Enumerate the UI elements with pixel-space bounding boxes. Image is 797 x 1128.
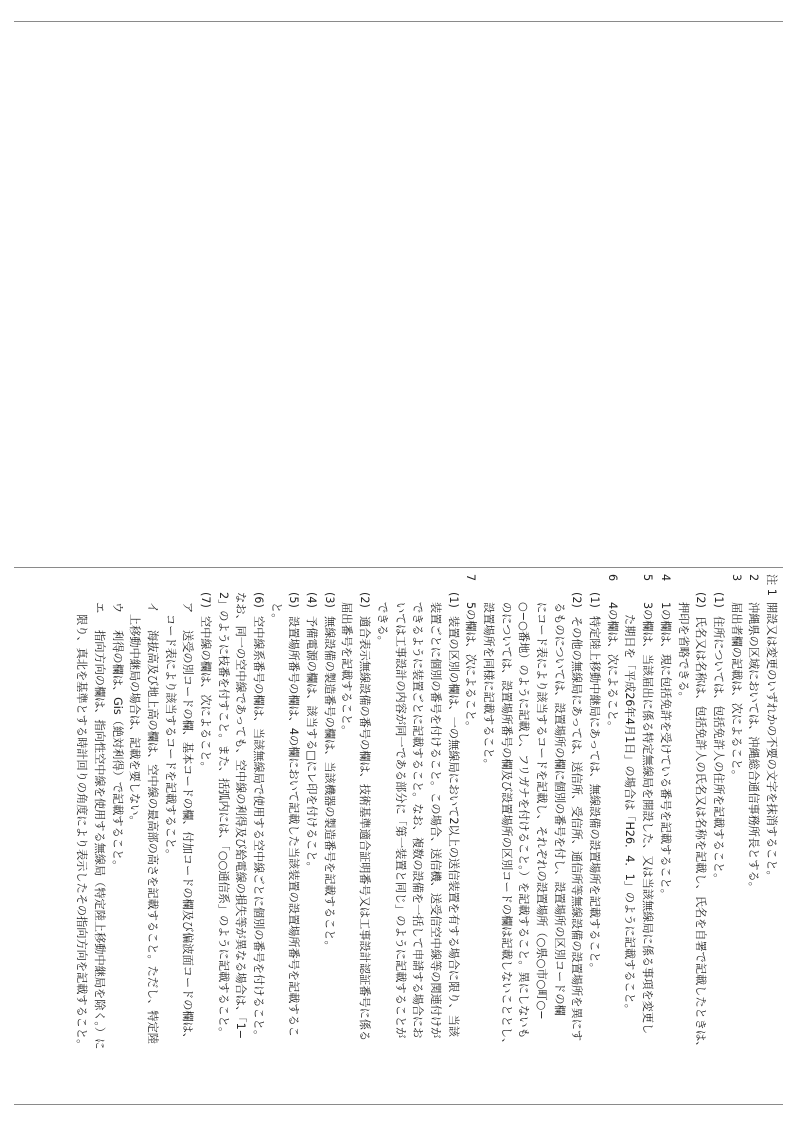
note-label: エ xyxy=(92,602,106,614)
note-text: と。 xyxy=(269,602,283,625)
note-text: 無線設備の製造番号の欄は、当該機器の製造番号を記載すること。 xyxy=(322,616,336,952)
note-line xyxy=(161,574,179,1096)
note-line xyxy=(532,574,550,1096)
note-label: 4 xyxy=(658,574,672,582)
note-text: 5の欄は、次によること。 xyxy=(464,602,478,733)
note-line xyxy=(497,574,515,1096)
note-label: 注 1 xyxy=(765,574,778,596)
note-label: (3) xyxy=(322,592,336,608)
note-line xyxy=(338,574,356,1096)
note-text: なお、同一の空中線であっても、空中線の利得及び給電線の損失等が異なる場合は、「1− xyxy=(234,592,248,1040)
note-text: 押印を省略できる。 xyxy=(676,602,690,703)
note-text: いては工事設計の内容が同一である部分に「第一装置と同じ」のように記載することが xyxy=(393,602,407,1039)
note-line xyxy=(409,574,427,1096)
note-label: (7) xyxy=(199,592,212,608)
note-label: (1) xyxy=(588,592,602,608)
note-text: のについては、設置場所番号の欄及び設置場所の区別コードの欄は記載しないこととし、 xyxy=(499,602,513,1050)
note-text: 装置の区別の欄は、一の無線局において2以上の送信装置を有する場合に限り、当該 xyxy=(446,616,460,1038)
note-line xyxy=(444,574,462,1096)
note-label: 7 xyxy=(464,574,478,582)
note-text: 海抜高及び地上高の欄は、空中線の最高部の高さを記載すること。ただし、特定陸 xyxy=(145,630,159,1044)
note-text: 装置ごとに個別の番号を付けること。この場合、送信機、送受信空中線等の関連付けが xyxy=(428,602,442,1039)
note-line xyxy=(515,574,533,1096)
note-text: その他の無線局にあっては、送信所、受信所、通信所等無線設備の設置場所を異にす xyxy=(570,616,584,1042)
note-line xyxy=(73,574,91,1096)
note-text: ○−○番地）のように記載し、フリガナを付けること。）を記載すること。異にしないも xyxy=(517,602,531,1039)
note-text: 適合表示無線設備の番号の欄は、技術基準適合証明番号又は工事設計認証番号に係る xyxy=(358,616,372,1042)
note-label: (5) xyxy=(287,592,301,608)
note-text: 限り、真北を基準とする時計回りの角度により表示したその指向方向を記載すること。 xyxy=(75,614,89,1051)
note-text: できる。 xyxy=(375,602,389,647)
note-line xyxy=(143,574,161,1096)
note-line xyxy=(692,574,710,1096)
note-text: にコード表により該当するコードを記載し、それぞれの設置場所（○県○市○町○− xyxy=(535,602,549,1020)
note-text: 沖縄県の区域においては、沖縄総合通信事務所長とする。 xyxy=(747,602,761,893)
note-label: 6 xyxy=(605,574,619,582)
note-line xyxy=(320,574,338,1096)
note-text: 3の欄は、当該届出に係る特定無線局を開設した、又は当該無線局に係る事項を変更し xyxy=(641,602,655,1035)
note-text: 指向方向の欄は、指向性空中線を使用する無線局（特定陸上移動中継局を除く。）に xyxy=(92,630,106,1050)
note-label: (2) xyxy=(358,592,372,608)
note-line xyxy=(126,574,144,1096)
note-text: 届出者欄の記載は、次によること。 xyxy=(729,602,743,782)
bottom-rule xyxy=(14,1104,783,1105)
note-label: (1) xyxy=(711,592,725,608)
note-line xyxy=(745,574,763,1096)
note-line xyxy=(232,574,250,1096)
note-text: 特定陸上移動中継局にあっては、無線設備の設置場所を記載すること。 xyxy=(588,616,602,974)
note-line xyxy=(373,574,391,1096)
top-rule xyxy=(14,21,783,22)
note-text: コード表により該当するコードを記載すること。 xyxy=(163,614,177,861)
note-text: た期日を「平成26年4月1日」の場合は「H26．4．1」のように記載すること。 xyxy=(623,614,637,1015)
note-label: (2) xyxy=(694,592,708,608)
note-text: 設置場所を同様に記載すること。 xyxy=(482,602,495,770)
note-text: 氏名又は名称は、包括免許人の氏名又は名称を記載し、氏名を自署で記載したときは、 xyxy=(694,616,708,1053)
note-line xyxy=(479,574,497,1096)
note-label: (2) xyxy=(570,592,584,608)
note-line xyxy=(196,574,214,1096)
note-text: 開設又は変更のいずれかの不要の文字を抹消すること。 xyxy=(765,602,778,882)
note-text: 空中線の欄は、次によること。 xyxy=(199,616,212,773)
note-line xyxy=(462,574,480,1096)
note-text: 届出番号を記載すること。 xyxy=(340,602,354,737)
note-line xyxy=(550,574,568,1096)
note-line xyxy=(727,574,745,1096)
note-line xyxy=(302,574,320,1096)
note-line xyxy=(568,574,586,1096)
note-text: 2」のように枝番を付すこと。また、括弧内には、「○○通信系」のように記載すること。 xyxy=(216,592,230,1039)
note-label: 2 xyxy=(747,574,761,582)
note-line xyxy=(249,574,267,1096)
section-divider xyxy=(14,567,783,568)
note-line xyxy=(709,574,727,1096)
note-text: できるように装置ごとに記載すること。なお、複数の設備を一括して申請する場合にお xyxy=(411,602,425,1039)
note-label: 3 xyxy=(729,574,743,582)
note-text: 上移動中継局の場合は、記載を要しない。 xyxy=(128,614,142,827)
note-text: 空中線系番号の欄は、当該無線局で使用する空中線ごとに個別の番号を付けること。 xyxy=(252,616,266,1042)
note-line xyxy=(267,574,285,1096)
note-line xyxy=(585,574,603,1096)
note-text: 利得の欄は、Gis（絶対利得）で記載すること。 xyxy=(110,630,124,872)
notes-section xyxy=(14,570,786,1102)
note-text: 1の欄は、現に包括免許を受けている番号を記載すること。 xyxy=(658,602,672,900)
note-line xyxy=(356,574,374,1096)
note-line xyxy=(426,574,444,1096)
note-line xyxy=(179,574,197,1096)
note-text: 予備電源の欄は、該当する□にレ印を付けること。 xyxy=(305,616,319,873)
note-line xyxy=(762,574,780,1096)
note-line xyxy=(621,574,639,1096)
note-text: 設置場所番号の欄は、4の欄において記載した当該装置の設置場所番号を記載するこ xyxy=(287,616,301,1038)
note-label: ア xyxy=(181,602,195,614)
note-line xyxy=(603,574,621,1096)
note-line xyxy=(639,574,657,1096)
note-line xyxy=(285,574,303,1096)
note-text: 住所については、包括免許人の住所を記載すること。 xyxy=(711,616,725,885)
notes-list xyxy=(14,570,786,1100)
note-label: 5 xyxy=(641,574,655,582)
note-label: イ xyxy=(145,602,159,614)
note-line xyxy=(674,574,692,1096)
note-line xyxy=(108,574,126,1096)
note-line xyxy=(214,574,232,1096)
note-label: ウ xyxy=(110,602,124,614)
note-line xyxy=(656,574,674,1096)
note-text: 送受の別コードの欄、基本コードの欄、付加コードの欄及び偏波面コードの欄は、 xyxy=(181,630,195,1044)
note-label: (1) xyxy=(446,592,460,608)
note-text: るものについては、設置場所の欄に個別の番号を付し、設置場所の区別コードの欄 xyxy=(552,602,566,1016)
note-text: 4の欄は、次によること。 xyxy=(605,602,619,733)
note-line xyxy=(391,574,409,1096)
note-label: (4) xyxy=(305,592,319,608)
note-line xyxy=(90,574,108,1096)
note-label: (6) xyxy=(252,592,266,608)
